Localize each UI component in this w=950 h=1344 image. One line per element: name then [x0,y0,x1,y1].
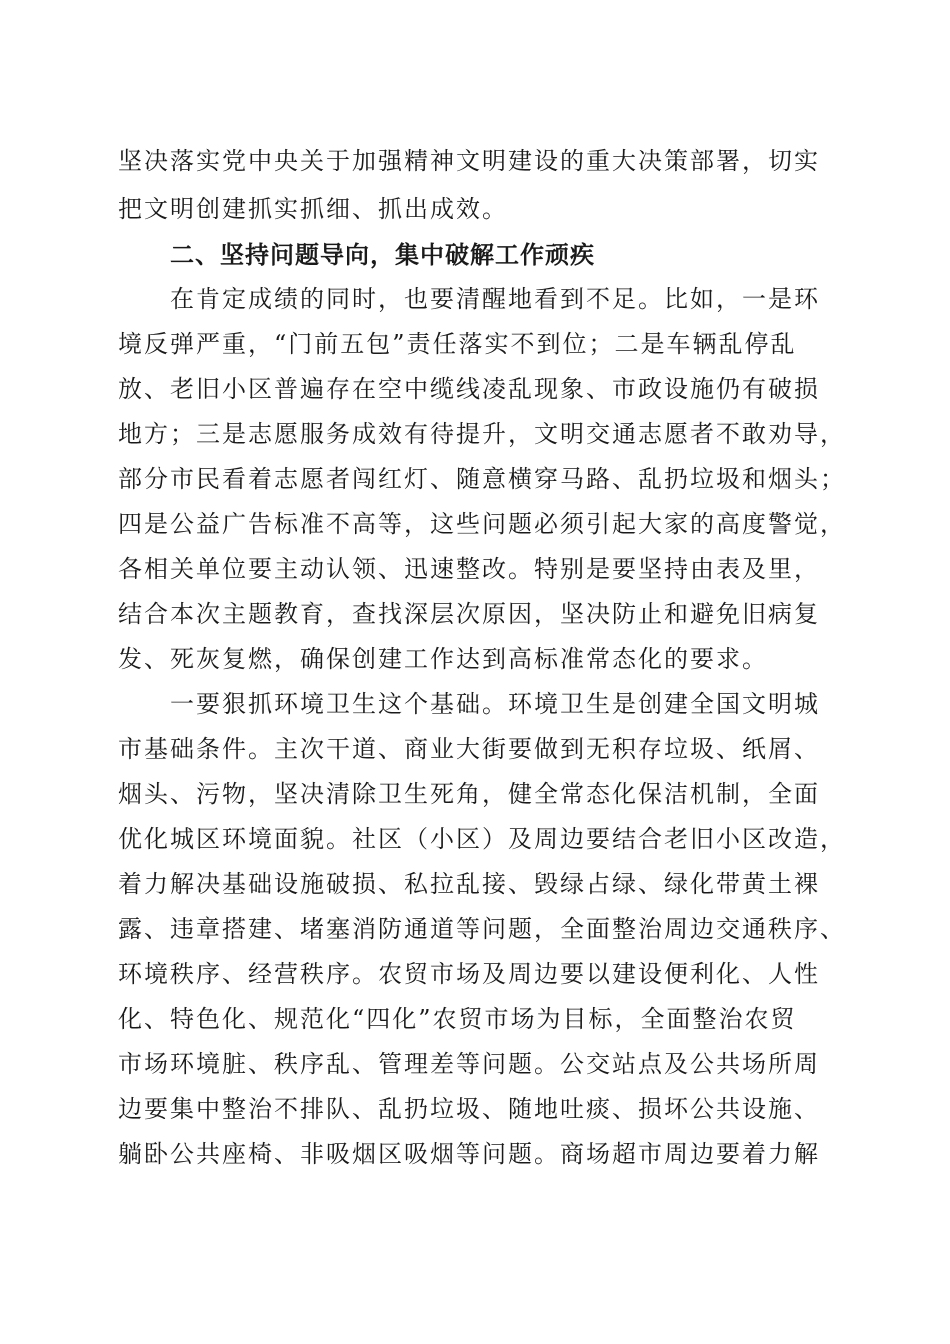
text-line: 四是公益广告标准不高等，这些问题必须引起大家的高度警觉， [118,510,846,538]
text-line: 发、死灰复燃，确保创建工作达到高标准常态化的要求。 [118,645,768,673]
text-line: 优化城区环境面貌。社区（小区）及周边要结合老旧小区改造， [118,825,846,853]
text-line: 部分市民看着志愿者闯红灯、随意横穿马路、乱扔垃圾和烟头； [118,465,846,493]
text-line: 边要集中整治不排队、乱扔垃圾、随地吐痰、损坏公共设施、 [118,1095,820,1123]
text-line: 在肯定成绩的同时，也要清醒地看到不足。比如，一是环 [170,285,820,313]
text-line: 市场环境脏、秩序乱、管理差等问题。公交站点及公共场所周 [118,1050,820,1078]
text-line: 烟头、污物，坚决清除卫生死角，健全常态化保洁机制，全面 [118,780,820,808]
section-heading: 二、坚持问题导向，集中破解工作顽疾 [170,241,595,269]
text-line: 躺卧公共座椅、非吸烟区吸烟等问题。商场超市周边要着力解 [118,1140,820,1168]
text-line: 环境秩序、经营秩序。农贸市场及周边要以建设便利化、人性 [118,960,820,988]
text-line: 化、特色化、规范化“四化”农贸市场为目标，全面整治农贸 [118,1005,797,1033]
text-line: 结合本次主题教育，查找深层次原因，坚决防止和避免旧病复 [118,600,820,628]
text-line: 放、老旧小区普遍存在空中缆线凌乱现象、市政设施仍有破损 [118,375,820,403]
text-line: 着力解决基础设施破损、私拉乱接、毁绿占绿、绿化带黄土裸 [118,870,820,898]
text-line: 坚决落实党中央关于加强精神文明建设的重大决策部署，切实 [118,147,820,175]
text-line: 把文明创建抓实抓细、抓出成效。 [118,195,508,223]
text-line: 地方；三是志愿服务成效有待提升，文明交通志愿者不敢劝导， [118,420,846,448]
text-line: 境反弹严重，“门前五包”责任落实不到位；二是车辆乱停乱 [118,330,797,358]
text-line: 露、违章搭建、堵塞消防通道等问题，全面整治周边交通秩序、 [118,915,846,943]
text-line: 各相关单位要主动认领、迅速整改。特别是要坚持由表及里， [118,555,820,583]
text-line: 市基础条件。主次干道、商业大街要做到无积存垃圾、纸屑、 [118,735,820,763]
text-line: 一要狠抓环境卫生这个基础。环境卫生是创建全国文明城 [170,690,820,718]
